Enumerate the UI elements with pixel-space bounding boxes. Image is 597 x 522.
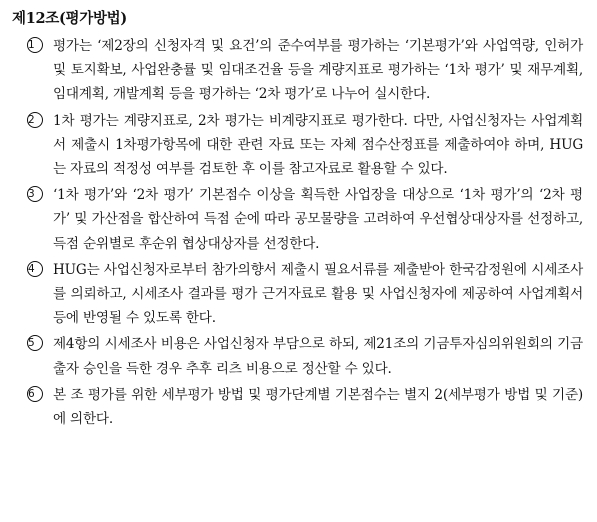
clause-6	[12, 383, 583, 431]
clause-4	[12, 258, 583, 331]
circled-number-3-icon: 3	[27, 186, 43, 202]
clause-1	[12, 34, 583, 107]
circled-number-5-icon: 5	[27, 335, 43, 351]
clause-5	[12, 332, 583, 380]
circled-number-6-icon: 6	[27, 386, 43, 402]
circled-number-1-icon: 1	[27, 37, 43, 53]
clause-text: 제4항의 시세조사 비용은 사업신청자 부담으로 하되, 제21조의 기금투자심의위원회의 기금출자 승인을 득한 경우 추후 리츠 비용으로 정산할 수 있다.	[53, 336, 583, 377]
circled-number-4-icon: 4	[27, 261, 43, 277]
clause-text: 본 조 평가를 위한 세부평가 방법 및 평가단계별 기본점수는 별지 2(세부평가 방법 및 기준)에 의한다.	[53, 386, 583, 428]
clause-3	[12, 183, 583, 256]
clause-2	[12, 109, 583, 182]
clause-list	[12, 34, 583, 431]
article-title: 제12조(평가방법)	[12, 10, 127, 27]
clause-text: 평가는 ‘제2장의 신청자격 및 요건’의 준수여부를 평가하는 ‘기본평가’와 사업역량, 인허가 및 토지확보, 사업완충률 및 임대조건율 등을 계량지표로 평가하는 ‘1차 평가’ 및 재무계획, 임대계획, 개발계획 등을 평가하는 ‘2차 평가’로 나누어 실시한다.	[53, 38, 583, 103]
clause-text: 1차 평가는 계량지표로, 2차 평가는 비계량지표로 평가한다. 다만, 사업신청자는 사업계획서 제출시 1차평가항목에 대한 관련 자료 또는 자체 점수산정표를 제출하여야 하며, HUG는 자료의 적정성 여부를 검토한 후 이를 참고자료로 활용할 수 있다.	[53, 112, 583, 178]
clause-text: HUG는 사업신청자로부터 참가의향서 제출시 필요서류를 제출받아 한국감정원에 시세조사를 의뢰하고, 시세조사 결과를 평가 근거자료로 활용 및 사업신청자에 제공하여 사업계획서 등에 반영될 수 있도록 한다.	[53, 261, 583, 327]
clause-text: ‘1차 평가’와 ‘2차 평가’ 기본점수 이상을 획득한 사업장을 대상으로 ‘1차 평가’의 ‘2차 평가’ 및 가산점을 합산하여 득점 순에 따라 공모물량을 고려하여 우선협상대상자를 선정하고, 득점 순위별로 후순위 협상대상자를 선정한다.	[53, 187, 583, 252]
circled-number-2-icon: 2	[27, 112, 43, 128]
